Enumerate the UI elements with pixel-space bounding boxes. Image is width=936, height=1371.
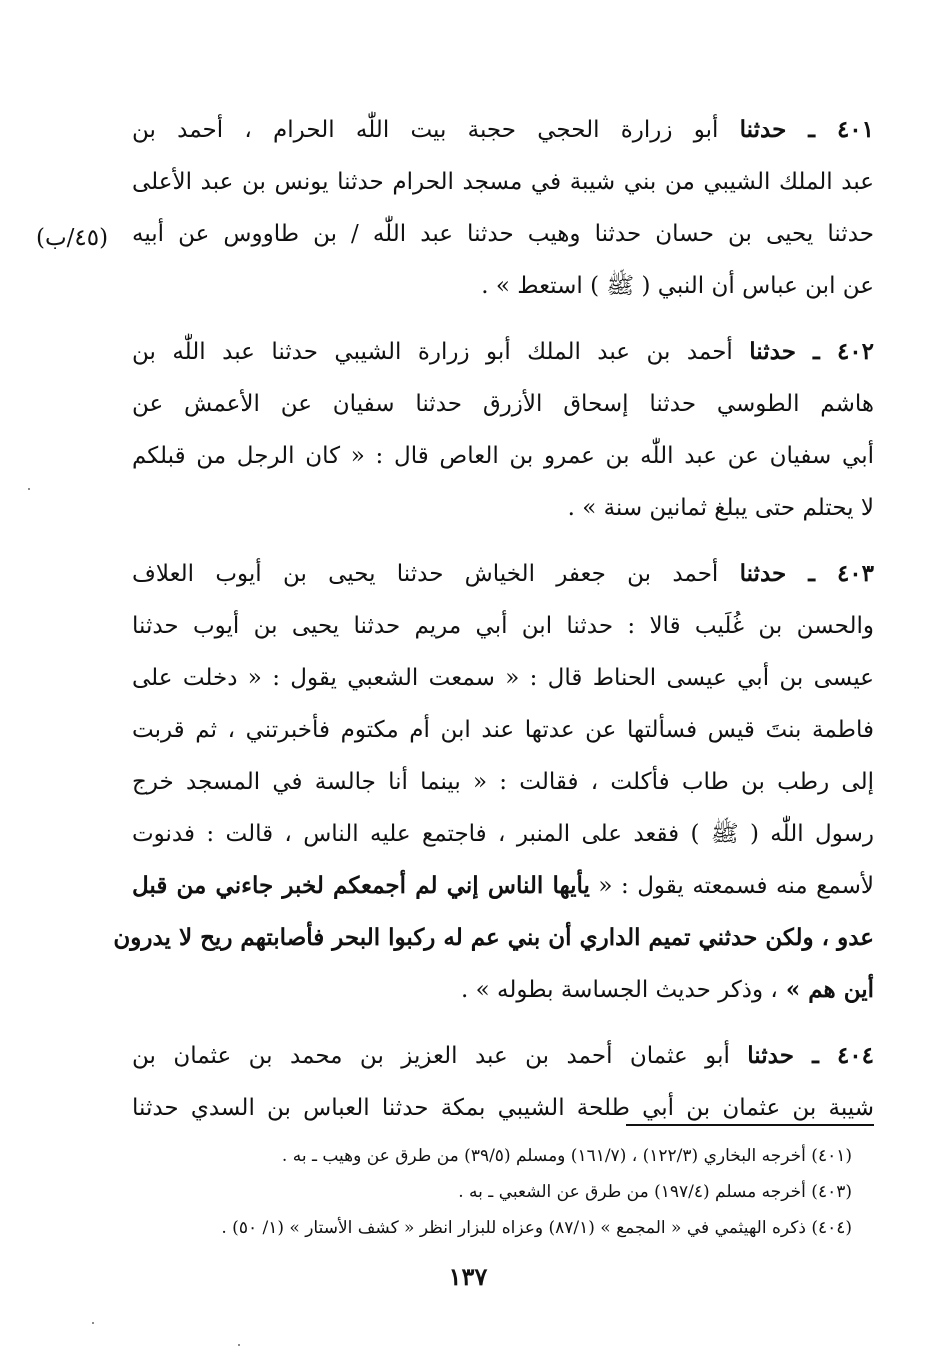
line-text: لا يحتلم حتى يبلغ ثمانين سنة » . xyxy=(567,495,874,521)
hadith-keyword: حدثنا xyxy=(749,338,796,365)
hadith-number: ٤٠٢ xyxy=(836,338,874,365)
line-text: والحسن بن غُلَيب قالا : حدثنا ابن أبي مريم حدثنا يحيى بن أيوب حدثنا xyxy=(132,613,874,639)
text-line: ٤٠٢ ـ حدثنا أحمد بن عبد الملك أبو زرارة الشيبي حدثنا عبد اللّٰه بن xyxy=(132,338,874,365)
line-text: شيبة بن عثمان بن أبي طلحة الشيبي بمكة حدثنا العباس بن السدي حدثنا xyxy=(132,1095,874,1121)
text-line xyxy=(132,378,874,430)
quoted-speech: أين هم » xyxy=(777,976,874,1003)
manuscript-folio-note: (٤٥/ب) xyxy=(36,225,109,251)
text-line xyxy=(132,482,874,534)
hadith-keyword: حدثنا xyxy=(747,1042,794,1069)
quoted-speech: عدو ، ولكن حدثني تميم الداري أن بني عم له ركبوا البحر فأصابتهم ريح لا يدرون xyxy=(113,924,874,951)
text-line xyxy=(132,156,874,208)
text-line: ٤٠٣ ـ حدثنا أحمد بن جعفر الخياش حدثنا يحيى بن أيوب العلاف xyxy=(132,560,875,587)
line-text: حدثنا يحيى بن حسان حدثنا وهيب حدثنا عبد اللّٰه / بن طاووس عن أبيه xyxy=(132,221,874,247)
quoted-speech: يأيها الناس إني لم أجمعكم لخبر جاءني من قبل xyxy=(132,872,590,899)
hadith-keyword: حدثنا xyxy=(739,116,787,143)
line-text: عن ابن عباس أن النبي ( ﷺ ) استعط » . xyxy=(481,273,874,299)
hadith-number: ٤٠٤ xyxy=(836,1042,874,1069)
text-line xyxy=(132,756,874,808)
line-text: أبي سفيان عن عبد اللّٰه بن عمرو بن العاص قال : « كان الرجل من قبلكم xyxy=(132,443,874,469)
text-line xyxy=(113,912,874,964)
text-line xyxy=(132,430,874,482)
scan-speck xyxy=(238,1344,240,1346)
text-line: ٤٠١ ـ حدثنا أبو زرارة الحجي حجبة بيت اللّٰه الحرام ، أحمد بن xyxy=(132,116,874,143)
footnote: (٤٠٣) أخرجه مسلم (١٩٧/٤) من طرق عن الشعبي ـ به . xyxy=(458,1182,852,1202)
page-number: ١٣٧ xyxy=(448,1262,488,1291)
hadith-number: ٤٠١ xyxy=(836,116,874,143)
line-text: عيسى بن أبي عيسى الحناط قال : « سمعت الشعبي يقول : « دخلت على xyxy=(132,665,874,691)
line-text: رسول اللّٰه ( ﷺ ) فقعد على المنبر ، فاجتمع عليه الناس ، قالت : فدنوت xyxy=(132,821,874,847)
hadith-keyword: حدثنا xyxy=(739,560,787,587)
line-text: إلى رطب بن طاب فأكلت ، فقالت : « بينما أنا جالسة في المسجد خرج xyxy=(132,769,874,795)
text-line xyxy=(132,1082,874,1134)
main-text xyxy=(113,104,875,1148)
text-line xyxy=(132,808,874,860)
text-line: ٤٠٤ ـ حدثنا أبو عثمان أحمد بن عبد العزيز بن محمد بن عثمان بن xyxy=(132,1042,874,1069)
line-text: عبد الملك الشيبي من بني شيبة في مسجد الحرام حدثنا يونس بن عبد الأعلى xyxy=(132,169,874,195)
line-text: أحمد بن جعفر الخياش حدثنا يحيى بن أيوب العلاف xyxy=(132,561,719,587)
line-text: ، وذكر حديث الجساسة بطوله » . xyxy=(461,977,778,1003)
line-text: أبو عثمان أحمد بن عبد العزيز بن محمد بن عثمان بن xyxy=(132,1043,730,1069)
line-text: هاشم الطوسي حدثنا إسحاق الأزرق حدثنا سفيان عن الأعمش عن xyxy=(132,391,874,417)
footnote-divider xyxy=(626,1124,874,1126)
scan-speck xyxy=(92,1322,94,1324)
text-line xyxy=(132,964,874,1016)
hadith-number: ٤٠٣ xyxy=(836,560,875,587)
footnote: (٤٠١) أخرجه البخاري (١٢٢/٣) ، (١٦١/٧) ومسلم (٣٩/٥) من طرق عن وهيب ـ به . xyxy=(281,1146,852,1166)
text-line xyxy=(132,652,874,704)
footnote: (٤٠٤) ذكره الهيثمي في « المجمع » (٨٧/١) وعزاه للبزار انظر « كشف الأستار » (١/ ٥٠) . xyxy=(221,1218,852,1238)
text-line xyxy=(132,704,874,756)
text-line xyxy=(132,208,874,260)
hadith-401 xyxy=(132,104,874,312)
scan-speck xyxy=(28,488,30,490)
text-line xyxy=(132,260,874,312)
hadith-402 xyxy=(132,326,874,534)
line-text: أحمد بن عبد الملك أبو زرارة الشيبي حدثنا عبد اللّٰه بن xyxy=(132,339,733,365)
footnotes xyxy=(132,1138,852,1246)
hadith-404 xyxy=(132,1030,874,1134)
text-line xyxy=(132,860,874,912)
text-line xyxy=(132,600,874,652)
line-text: فاطمة بنتَ قيس فسألتها عن عدتها عند ابن أم مكتوم فأخبرتني ، ثم قربت xyxy=(132,717,874,743)
hadith-403 xyxy=(113,548,875,1016)
line-text: لأسمع منه فسمعته يقول : « xyxy=(589,873,874,899)
line-text: أبو زرارة الحجي حجبة بيت اللّٰه الحرام ، أحمد بن xyxy=(132,117,719,143)
